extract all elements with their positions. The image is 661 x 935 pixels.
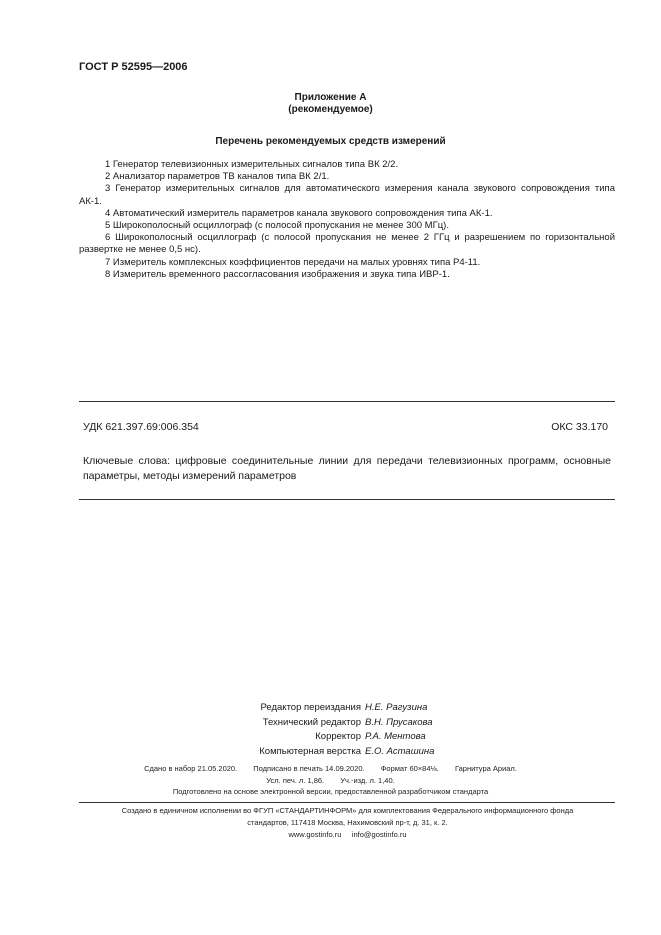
credit-row	[0, 716, 661, 731]
appendix-heading	[0, 92, 661, 116]
credit-name: Р.А. Ментова	[365, 731, 426, 742]
signed-date: Подписано в печать 14.09.2020.	[253, 764, 365, 773]
print-info	[0, 763, 661, 798]
source-note: Подготовлено на основе электронной версии, предоставленной разработчиком стандарта	[172, 787, 489, 796]
credit-name: Н.Е. Рагузина	[365, 702, 428, 713]
print-info-row	[0, 775, 661, 787]
email-link[interactable]: info@gostinfo.ru	[351, 830, 407, 839]
list-item: 5 Широкополосный осциллограф (с полосой пропускания не менее 300 МГц).	[105, 220, 449, 232]
list-item: 7 Измеритель комплексных коэффициентов передачи на малых уровнях типа Р4-11.	[105, 256, 481, 268]
publisher-info	[70, 805, 625, 841]
submitted-date: Сдано в набор 21.05.2020.	[144, 764, 238, 773]
publisher-sheets: Уч.-изд. л. 1,40.	[340, 775, 395, 785]
list-item: 2 Анализатор параметров ТВ каналов типа ВК 2/1.	[105, 171, 330, 183]
credit-row	[0, 745, 661, 760]
credit-role: Редактор переиздания	[260, 702, 361, 713]
list-item: 1 Генератор телевизионных измерительных сигналов типа ВК 2/2.	[105, 159, 399, 170]
keywords	[83, 454, 611, 484]
credits	[0, 701, 661, 759]
list-title: Перечень рекомендуемых средств измерений	[215, 136, 446, 147]
credit-role: Корректор	[315, 731, 361, 742]
divider	[79, 401, 615, 402]
typeface: Гарнитура Ариал.	[454, 764, 517, 773]
paper-format: Формат 60×84⅛.	[380, 764, 439, 773]
credit-role: Технический редактор	[262, 716, 361, 728]
list-item: 6 Широкополосный осциллограф (с полосой пропускания не менее 2 ГГц и разрешением по горизонтальной развертке не менее 0,5 нс).	[79, 232, 615, 256]
equipment-list	[79, 159, 615, 281]
keywords-label: Ключевые слова:	[83, 455, 171, 467]
publisher-line: Создано в единичном исполнении во ФГУП «СТАНДАРТИНФОРМ» для комплектования Федерального информационного фонда	[121, 806, 574, 815]
divider	[79, 499, 615, 500]
appendix-status: (рекомендуемое)	[288, 104, 373, 115]
list-item: 8 Измеритель временного рассогласования изображения и звука типа ИВР-1.	[105, 268, 450, 280]
credit-name: В.Н. Прусакова	[365, 716, 433, 728]
credit-row	[0, 701, 661, 716]
credit-name: Е.О. Асташина	[365, 745, 435, 757]
print-sheets: Усл. печ. л. 1,86.	[266, 775, 325, 785]
publisher-contacts	[70, 829, 625, 841]
credit-row	[0, 730, 661, 745]
standard-code: ГОСТ Р 52595—2006	[79, 61, 188, 73]
credit-role: Компьютерная верстка	[259, 745, 361, 757]
udc-code: УДК 621.397.69:006.354	[83, 421, 199, 433]
appendix-title: Приложение А	[294, 92, 367, 103]
oks-code: ОКС 33.170	[551, 421, 608, 433]
list-item: 4 Автоматический измеритель параметров канала звукового сопровождения типа АК-1.	[105, 207, 493, 219]
print-info-row	[0, 763, 661, 775]
keywords-text: цифровые соединительные линии для передачи телевизионных программ, основные параметры, методы измерений параметров	[83, 455, 611, 482]
divider	[79, 802, 615, 803]
publisher-address: стандартов, 117418 Москва, Нахимовский пр-т, д. 31, к. 2.	[247, 818, 448, 827]
list-item: 3 Генератор измерительных сигналов для автоматического измерения канала звукового сопровождения типа АК-1.	[79, 183, 615, 207]
website-link[interactable]: www.gostinfo.ru	[288, 830, 342, 839]
